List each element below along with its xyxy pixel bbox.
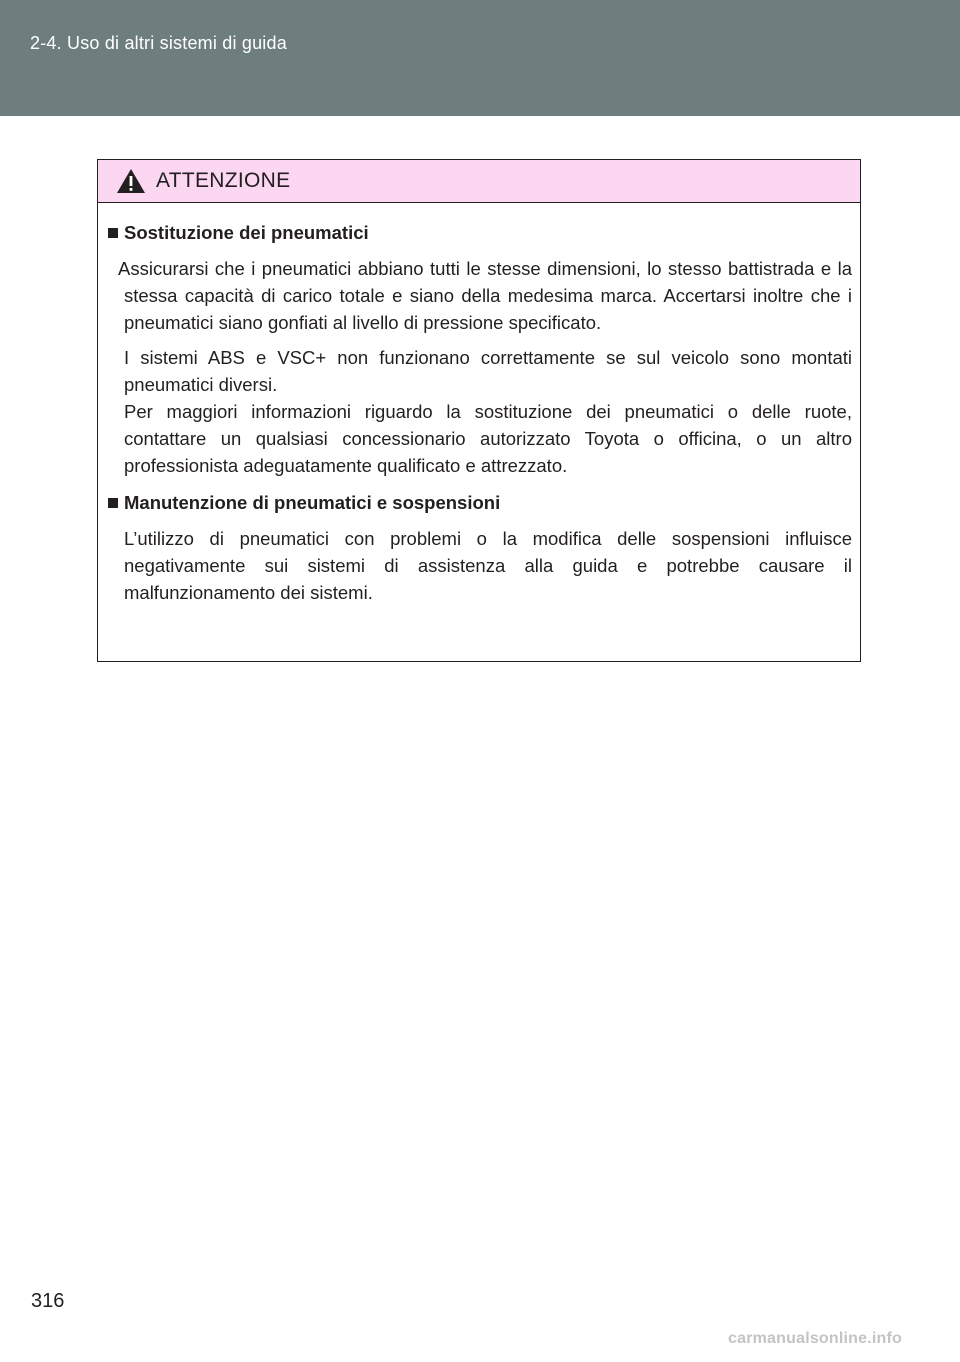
- warning-title: ATTENZIONE: [156, 169, 291, 192]
- square-bullet-icon: [108, 228, 118, 238]
- warning-body: [98, 203, 860, 606]
- paragraph: L’utilizzo di pneumatici con problemi o la modifica delle sospensioni influisce negativamente sui sistemi di assistenza alla guida e potrebbe causare il malfunzionamento dei sistemi.: [124, 528, 852, 603]
- paragraph: Assicurarsi che i pneumatici abbiano tutti le stesse dimensioni, lo stesso battistrada e la stessa capacità di carico totale e siano della medesima marca. Accertarsi inoltre che i pneumatici siano gonfiati al livello di pressione specificato.: [118, 258, 852, 333]
- topic-heading-text: Manutenzione di pneumatici e sospensioni: [124, 492, 501, 513]
- topic-heading: [108, 489, 852, 517]
- topic-maintenance: [108, 489, 852, 606]
- warning-box: [97, 159, 861, 662]
- topic-tire-replacement: [108, 219, 852, 479]
- section-title: 2-4. Uso di altri sistemi di guida: [30, 33, 287, 53]
- paragraph: I sistemi ABS e VSC+ non funzionano correttamente se sul veicolo sono montati pneumatici diversi.: [124, 347, 852, 395]
- topic-heading-text: Sostituzione dei pneumatici: [124, 222, 369, 243]
- header-band: [0, 0, 960, 116]
- warning-triangle-icon: [116, 168, 146, 194]
- topic-heading: [108, 219, 852, 247]
- page-number: 316: [31, 1290, 65, 1312]
- square-bullet-icon: [108, 498, 118, 508]
- watermark: carmanualsonline.info: [728, 1330, 903, 1347]
- paragraph: Per maggiori informazioni riguardo la sostituzione dei pneumatici o delle ruote, contattare un qualsiasi concessionario autorizzato Toyota o officina, o un altro professionista adeguatamente qualificato e attrezzato.: [124, 401, 852, 476]
- warning-header: [98, 160, 860, 203]
